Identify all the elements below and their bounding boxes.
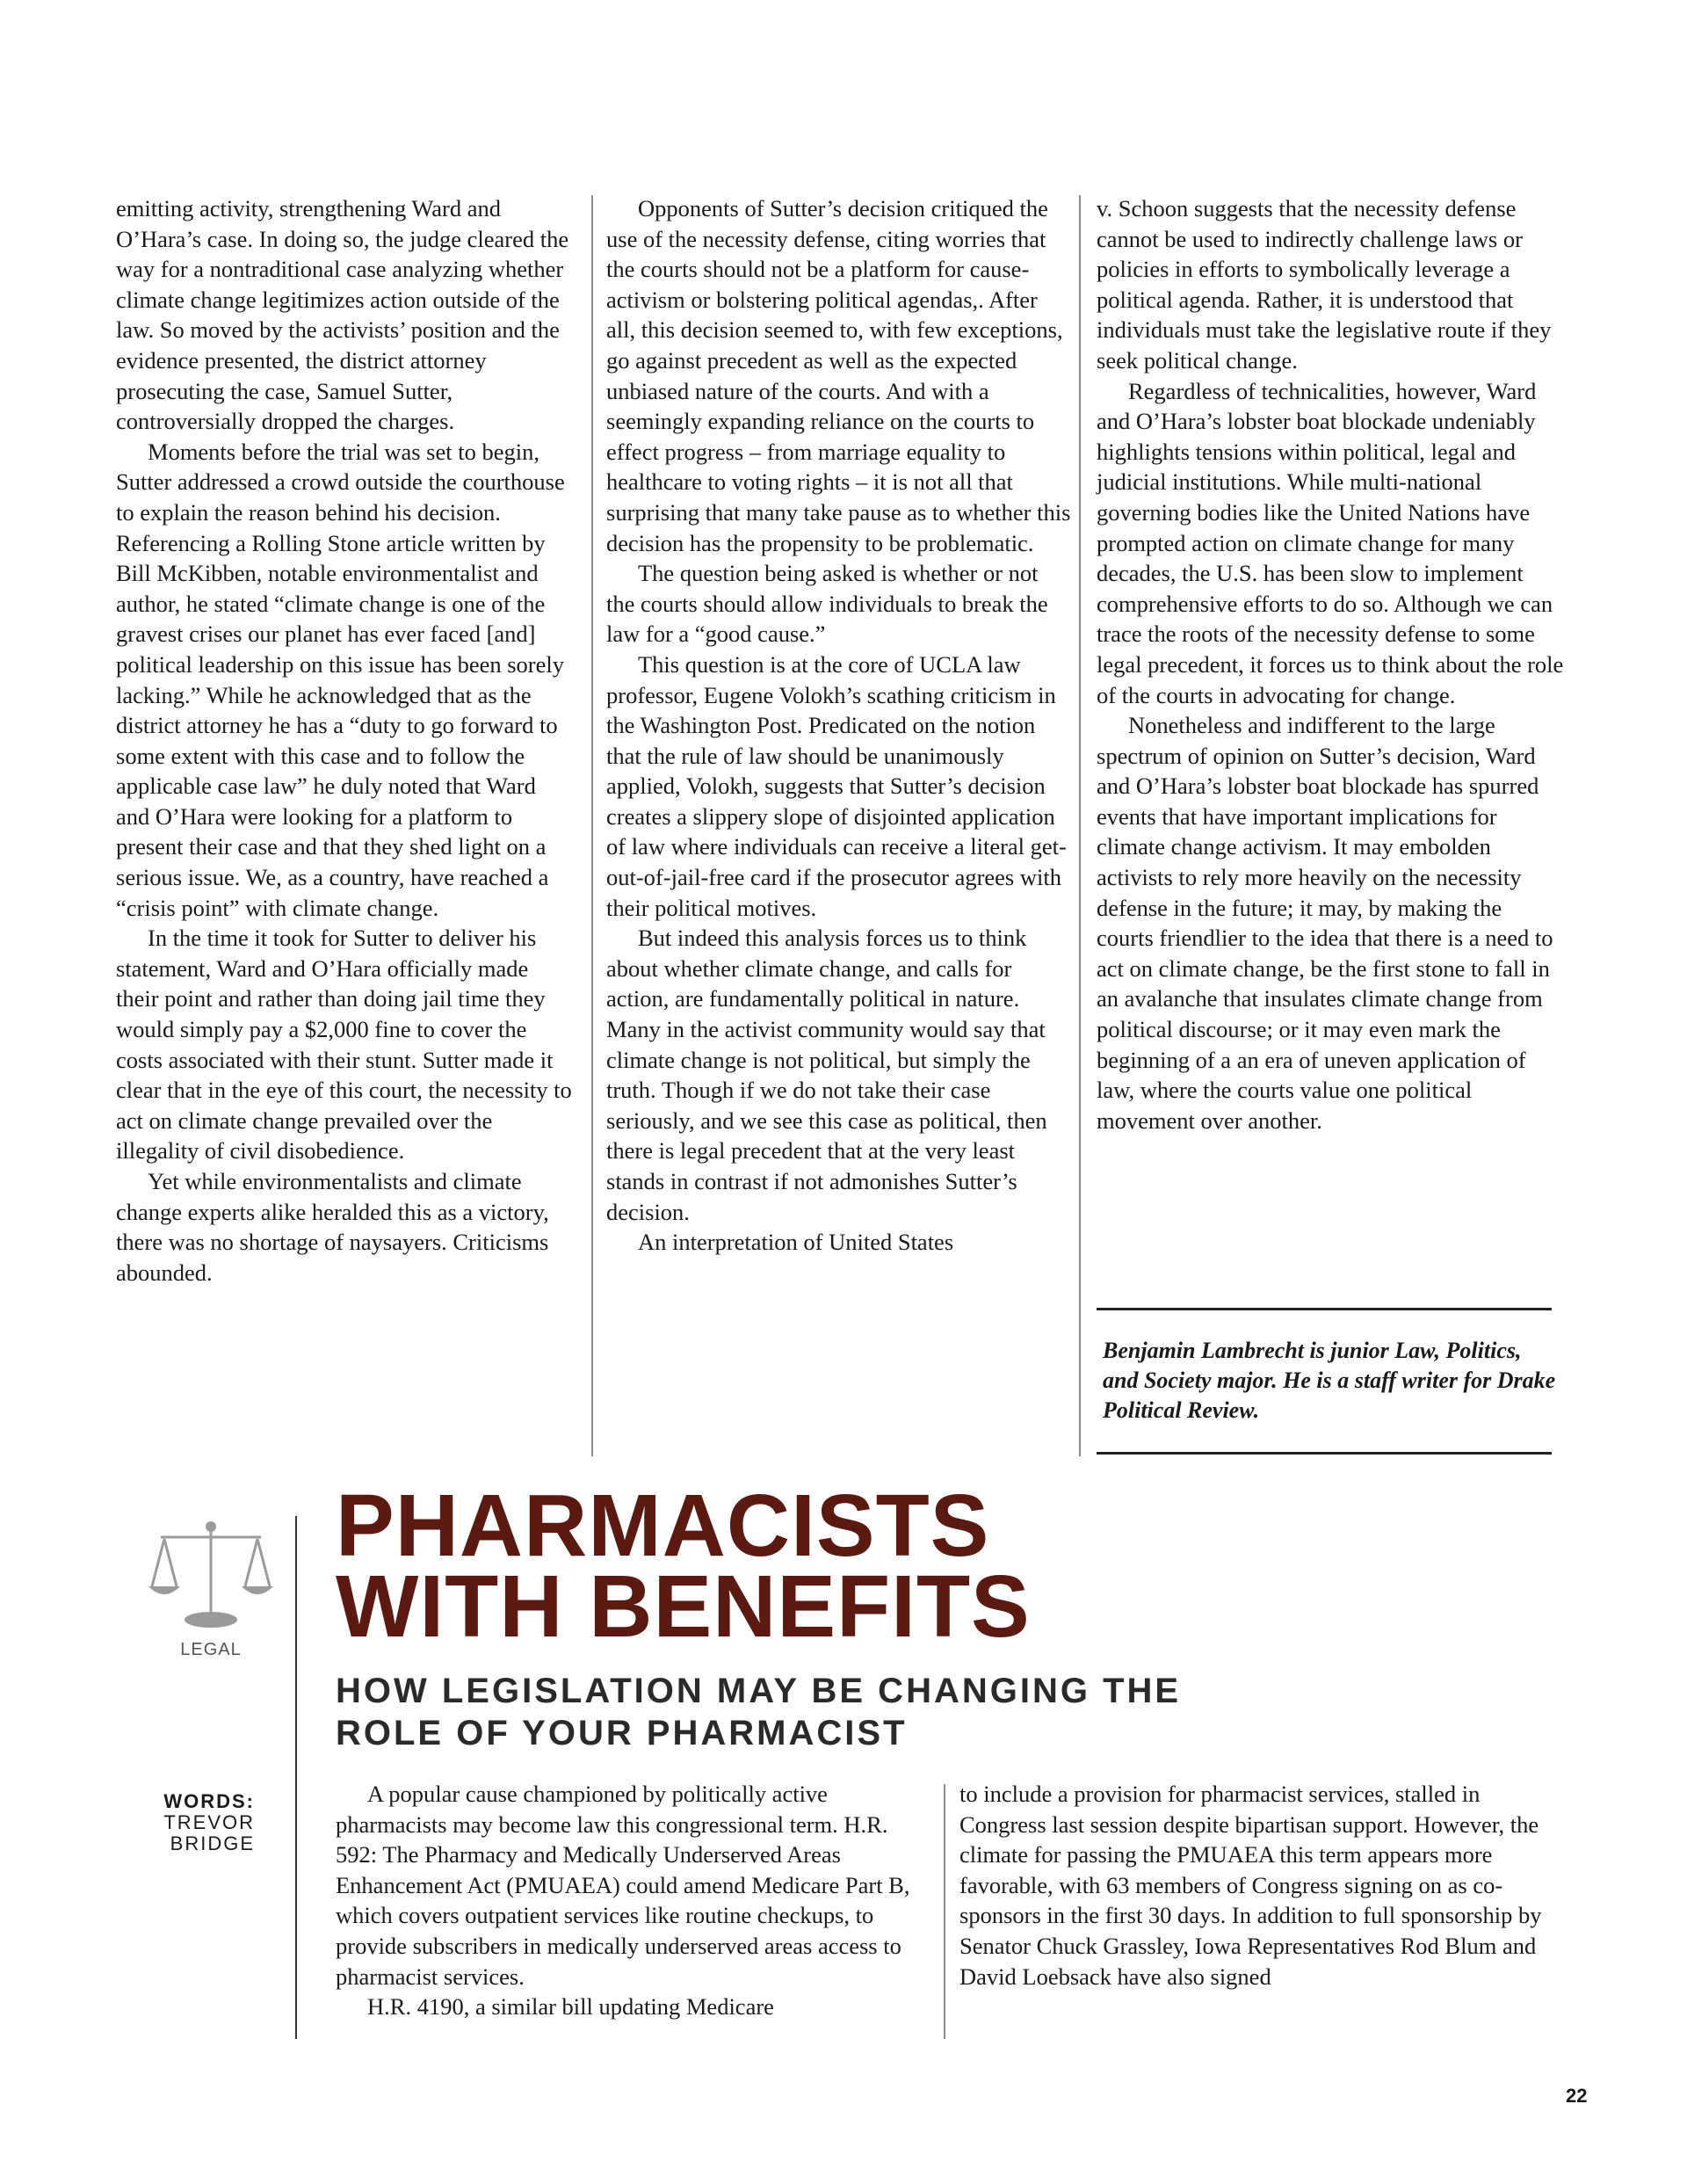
headline bbox=[336, 1477, 1478, 1656]
column-divider bbox=[591, 195, 593, 1456]
subheadline bbox=[336, 1670, 1478, 1754]
paragraph: But indeed this analysis forces us to think about whether climate change, and calls for action, are fundamentally political in nature. Many in the activist community would say that climate change is not political, but simply the truth. Though if we do not take their case seriously, and we see this case as political, then there is legal precedent that at the very least stands in contrast if not admonishes Sutter’s decision. bbox=[606, 925, 1047, 1225]
paragraph: Regardless of technicalities, however, Ward and O’Hara’s lobster boat blockade undeniably highlights tensions within political, legal and judicial institutions. While multi-national governing bodies like the United Nations have prompted action on climate change for many decades, the U.S. has been slow to implement comprehensive efforts to do so. Although we can trace the roots of the necessity defense to some legal precedent, it forces us to think about the role of the courts in advocating for change. bbox=[1097, 377, 1564, 708]
bio-bottom-rule bbox=[1097, 1452, 1552, 1455]
article-column-3 bbox=[1097, 193, 1564, 1136]
paragraph: Nonetheless and indifferent to the large spectrum of opinion on Sutter’s decision, Ward and O’Hara’s lobster boat blockade has spurred events that have important implications for climate change activism. It may embolden activists to rely more heavily on the necessity defense in the future; it may, by making the courts friendlier to the idea that there is a need to act on climate change, be the first stone to fall in an avalanche that insulates climate change from political discourse; or it may even mark the beginning of a an era of uneven application of law, where the courts value one political movement over another. bbox=[1097, 712, 1553, 1134]
headline-line-1: PHARMACISTS bbox=[336, 1477, 990, 1575]
paragraph: to include a provision for pharmacist services, stalled in Congress last session despite bipartisan support. However, the climate for passing the PMUAEA this term appears more favorable, with 63 members of Congress signing on as co-sponsors in the first 30 days. In addition to full sponsorship by Senator Chuck Grassley, Iowa Representatives Rod Blum and David Loebsack have also signed bbox=[959, 1781, 1542, 1990]
byline-name: BRIDGE bbox=[170, 1832, 255, 1854]
paragraph: In the time it took for Sutter to deliver his statement, Ward and O’Hara officially made their point and rather than doing jail time they would simply pay a $2,000 fine to cover the costs associated with their stunt. Sutter made it clear that in the eye of this court, the necessity to act on climate change prevailed over the illegality of civil disobedience. bbox=[116, 925, 572, 1165]
paragraph: An interpretation of United States bbox=[638, 1229, 954, 1256]
article-column-2 bbox=[606, 193, 1072, 1258]
header-divider bbox=[295, 1516, 297, 2039]
subheadline-line-2: ROLE OF YOUR PHARMACIST bbox=[336, 1714, 908, 1752]
page-number: 22 bbox=[1566, 2085, 1588, 2107]
paragraph: Opponents of Sutter’s decision critiqued the use of the necessity defense, citing worries that the courts should not be a platform for cause-activism or bolstering political agendas,. After all, this decision seemed to, with few exceptions, go against precedent as well as the expected unbiased nature of the courts. And with a seemingly expanding reliance on the courts to effect progress – from marriage equality to healthcare to voting rights – it is not all that surprising that many take pause as to whether this decision has the propensity to be problematic. bbox=[606, 195, 1071, 556]
article-column-1 bbox=[336, 1779, 926, 2022]
paragraph: A popular cause championed by politically active pharmacists may become law this congressional term. H.R. 592: The Pharmacy and Medically Underserved Areas Enhancement Act (PMUAEA) could amend Medicare Part B, which covers outpatient services like routine checkups, to provide subscribers in medically underserved areas access to pharmacist services. bbox=[336, 1781, 910, 1990]
category-label: LEGAL bbox=[180, 1640, 242, 1659]
paragraph: The question being asked is whether or not the courts should allow individuals to break the law for a “good cause.” bbox=[606, 560, 1048, 648]
column-divider bbox=[1079, 195, 1081, 1456]
paragraph: This question is at the core of UCLA law professor, Eugene Volokh’s scathing criticism in the Washington Post. Predicated on the notion that the rule of law should be unanimously applied, Volokh, suggests that Sutter’s decision creates a slippery slope of disjointed application of law where individuals can receive a literal get-out-of-jail-free card if the prosecutor agrees with their political motives. bbox=[606, 650, 1067, 921]
article-column-1 bbox=[116, 193, 573, 1288]
byline-name: TREVOR bbox=[163, 1811, 255, 1833]
byline-label: WORDS: bbox=[163, 1790, 255, 1812]
bio-top-rule bbox=[1097, 1308, 1552, 1310]
column-divider bbox=[944, 1784, 945, 2039]
scales-of-justice-icon bbox=[145, 1516, 277, 1630]
article-column-2 bbox=[959, 1779, 1550, 1992]
paragraph: Yet while environmentalists and climate change experts alike heralded this as a victory, there was no shortage of naysayers. Criticisms abounded. bbox=[116, 1168, 549, 1286]
subheadline-line-1: HOW LEGISLATION MAY BE CHANGING THE bbox=[336, 1672, 1182, 1710]
paragraph: H.R. 4190, a similar bill updating Medicare bbox=[367, 1993, 774, 2021]
paragraph: v. Schoon suggests that the necessity defense cannot be used to indirectly challenge laws or policies in efforts to symbolically leverage a political agenda. Rather, it is understood that individuals must take the legislative route if they seek political change. bbox=[1097, 195, 1552, 374]
byline bbox=[123, 1791, 255, 1854]
paragraph: emitting activity, strengthening Ward and O’Hara’s case. In doing so, the judge cleared the way for a nontraditional case analyzing whether climate change legitimizes action outside of the law. So moved by the activists’ position and the evidence presented, the district attorney prosecuting the case, Samuel Sutter, controversially dropped the charges. bbox=[116, 195, 569, 435]
paragraph: Moments before the trial was set to begin, Sutter addressed a crowd outside the courthouse to explain the reason behind his decision. Referencing a Rolling Stone article written by Bill McKibben, notable environmentalist and author, he stated “climate change is one of the gravest crises our planet has ever faced [and] political leadership on this issue has been sorely lacking.” While he acknowledged that as the district attorney he has a “duty to go forward to some extent with this case and to follow the applicable case law” he duly noted that Ward and O’Hara were looking for a platform to present their case and that they shed light on a serious issue. We, as a country, have reached a “crisis point” with climate change. bbox=[116, 438, 565, 921]
headline-line-2: WITH BENEFITS bbox=[336, 1557, 1031, 1656]
author-bio: Benjamin Lambrecht is junior Law, Politics, and Society major. He is a staff writer for Drake Political Review. bbox=[1103, 1338, 1556, 1423]
